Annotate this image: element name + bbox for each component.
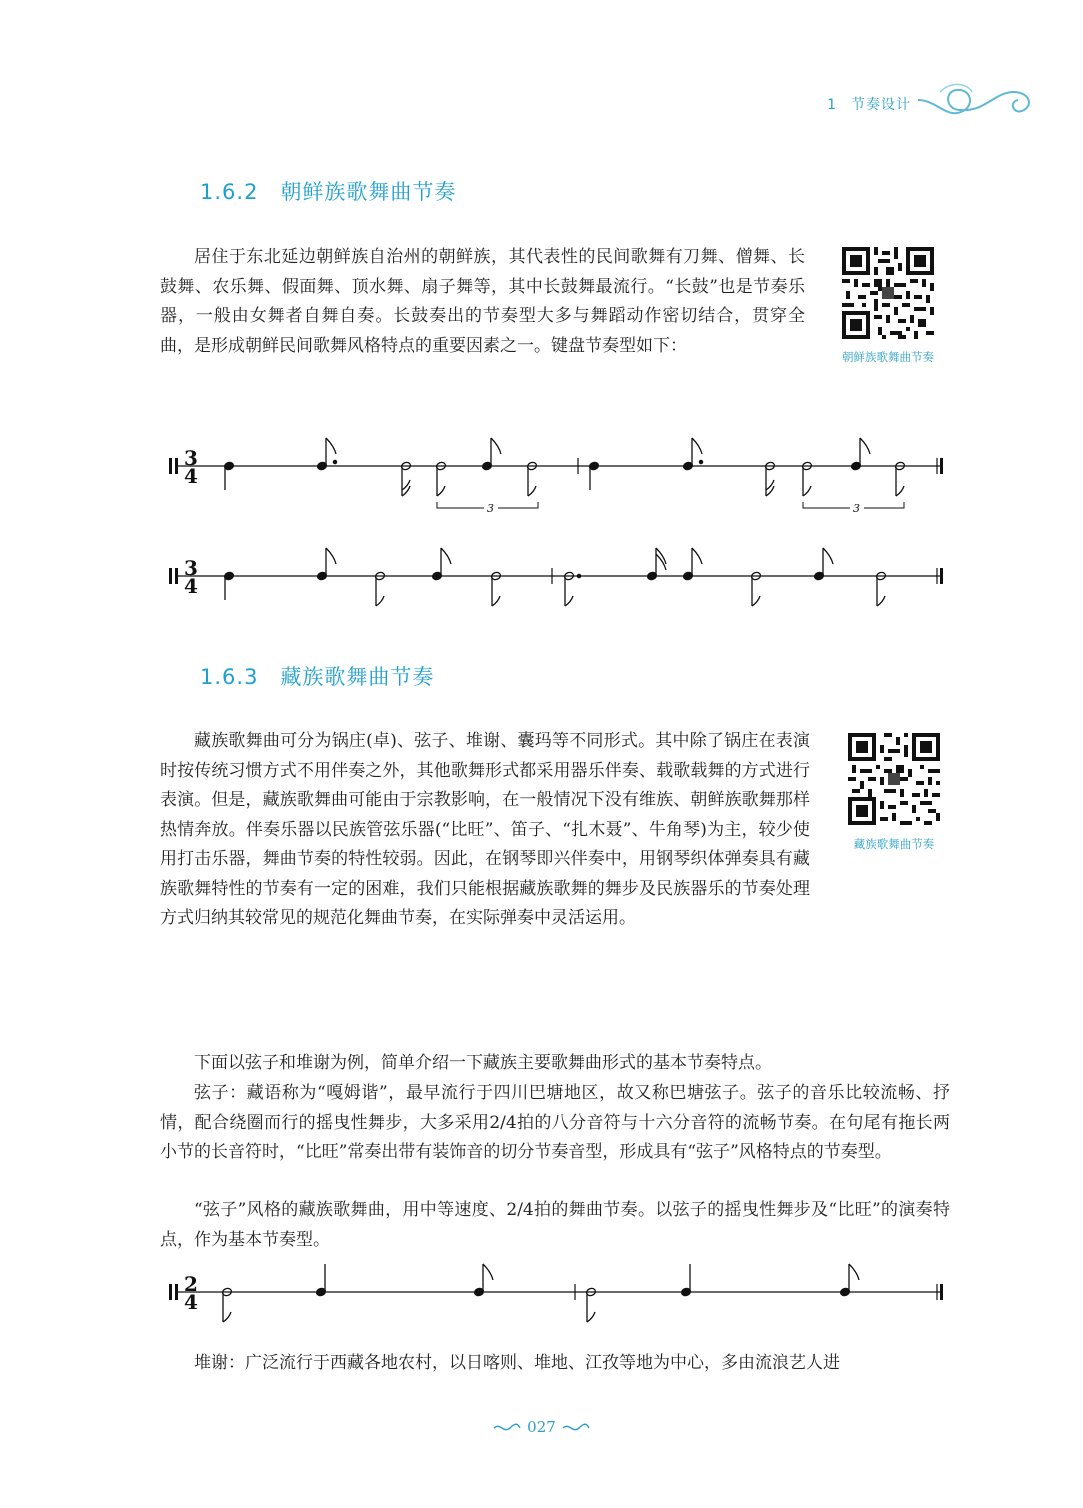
chapter-title: 节奏设计 (851, 97, 911, 113)
time-signature-top: 2 (184, 1272, 198, 1296)
section-title-1-6-2 (200, 176, 456, 206)
time-signature-top: 3 (184, 446, 198, 470)
percussion-clef-icon (169, 458, 178, 474)
page-footer (0, 1418, 1083, 1436)
wave-ornament-icon (561, 1422, 591, 1434)
korean-rhythm-staff-2 (155, 542, 955, 612)
quarter-note (589, 461, 600, 490)
xianzi-rhythm-staff (155, 1256, 955, 1336)
time-signature-top: 3 (184, 556, 198, 580)
wave-ornament-icon (492, 1422, 522, 1434)
running-header (781, 78, 1041, 128)
qr-caption-korean: 朝鲜族歌舞曲节奏 (842, 350, 934, 364)
qr-code-icon (848, 733, 940, 825)
section-heading: 朝鲜族歌舞曲节奏 (280, 180, 457, 204)
xianzi-paragraph: 弦子：藏语称为“嘎姆谐”，最早流行于四川巴塘地区，故又称巴塘弦子。弦子的音乐比较流畅、抒情，配合绕圈而行的摇曳性舞步，大多采用2/4拍的八分音符与十六分音符的流畅节奏。在句尾有拖长两小节的长音符时，“比旺”常奏出带有装饰音的切分节奏音型，形成具有“弦子”风格特点的节奏型。 (160, 1083, 950, 1162)
section-heading: 藏族歌舞曲节奏 (280, 665, 435, 689)
duixie-paragraph: 堆谢：广泛流行于西藏各地农村，以日喀则、堆地、江孜等地为中心，多由流浪艺人进 (194, 1353, 840, 1373)
chapter-number: 1 (827, 97, 837, 113)
xianzi-style-paragraph: “弦子”风格的藏族歌舞曲，用中等速度、2/4拍的舞曲节奏。以弦子的摇曳性舞步及“比旺”的演奏特点，作为基本节奏型。 (160, 1200, 950, 1250)
swirl-ornament-icon (916, 78, 1041, 128)
section-number: 1.6.2 (200, 180, 259, 204)
qr-caption-tibetan: 藏族歌舞曲节奏 (853, 837, 935, 851)
tibetan-dance-intro-paragraph: 藏族歌舞曲可分为锅庄(卓)、弦子、堆谢、囊玛等不同形式。其中除了锅庄在表演时按传统习惯方式不用伴奏之外，其他歌舞形式都采用器乐伴奏、载歌载舞的方式进行表演。但是，藏族歌舞曲可能由于宗教影响，在一般情况下没有维族、朝鲜族歌舞那样热情奔放。伴奏乐器以民族管弦乐器(“比旺”、笛子、“扎木聂”、牛角琴)为主，较少使用打击乐器，舞曲节奏的特性较弱。因此，在钢琴即兴伴奏中，用钢琴织体弹奏具有藏族歌舞特性的节奏有一定的困难，我们只能根据藏族歌舞的舞步及民族器乐的节奏处理方式归纳其较常见的规范化舞曲节奏，在实际弹奏中灵活运用。 (160, 731, 810, 928)
quarter-note (681, 1264, 692, 1297)
section-number: 1.6.3 (200, 665, 259, 689)
tibetan-examples-paragraph: 下面以弦子和堆谢为例，简单介绍一下藏族主要歌舞曲形式的基本节奏特点。 (194, 1053, 772, 1073)
time-signature-bottom: 4 (184, 464, 198, 488)
running-header-text (827, 94, 911, 114)
korean-rhythm-staff-1 (155, 432, 955, 522)
qr-code-korean[interactable] (842, 247, 934, 339)
qr-code-icon (842, 247, 934, 339)
percussion-clef-icon (169, 568, 178, 584)
section-title-1-6-3 (200, 661, 434, 691)
quarter-note (224, 461, 235, 490)
time-signature-bottom: 4 (184, 574, 198, 598)
quarter-note (224, 571, 235, 600)
korean-dance-paragraph: 居住于东北延边朝鲜族自治州的朝鲜族，其代表性的民间歌舞有刀舞、僧舞、长鼓舞、农乐舞、假面舞、顶水舞、扇子舞等，其中长鼓舞最流行。“长鼓”也是节奏乐器，一般由女舞者自舞自奏。长鼓奏出的节奏型大多与舞蹈动作密切结合，贯穿全曲，是形成朝鲜民间歌舞风格特点的重要因素之一。键盘节奏型如下： (160, 247, 805, 356)
qr-code-tibetan[interactable] (848, 733, 940, 825)
tuplet-number: 3 (853, 502, 860, 515)
tuplet-number: 3 (487, 502, 494, 515)
time-signature-bottom: 4 (184, 1290, 198, 1314)
quarter-note (316, 1264, 327, 1297)
page-number: 027 (527, 1418, 556, 1436)
percussion-clef-icon (169, 1284, 178, 1300)
